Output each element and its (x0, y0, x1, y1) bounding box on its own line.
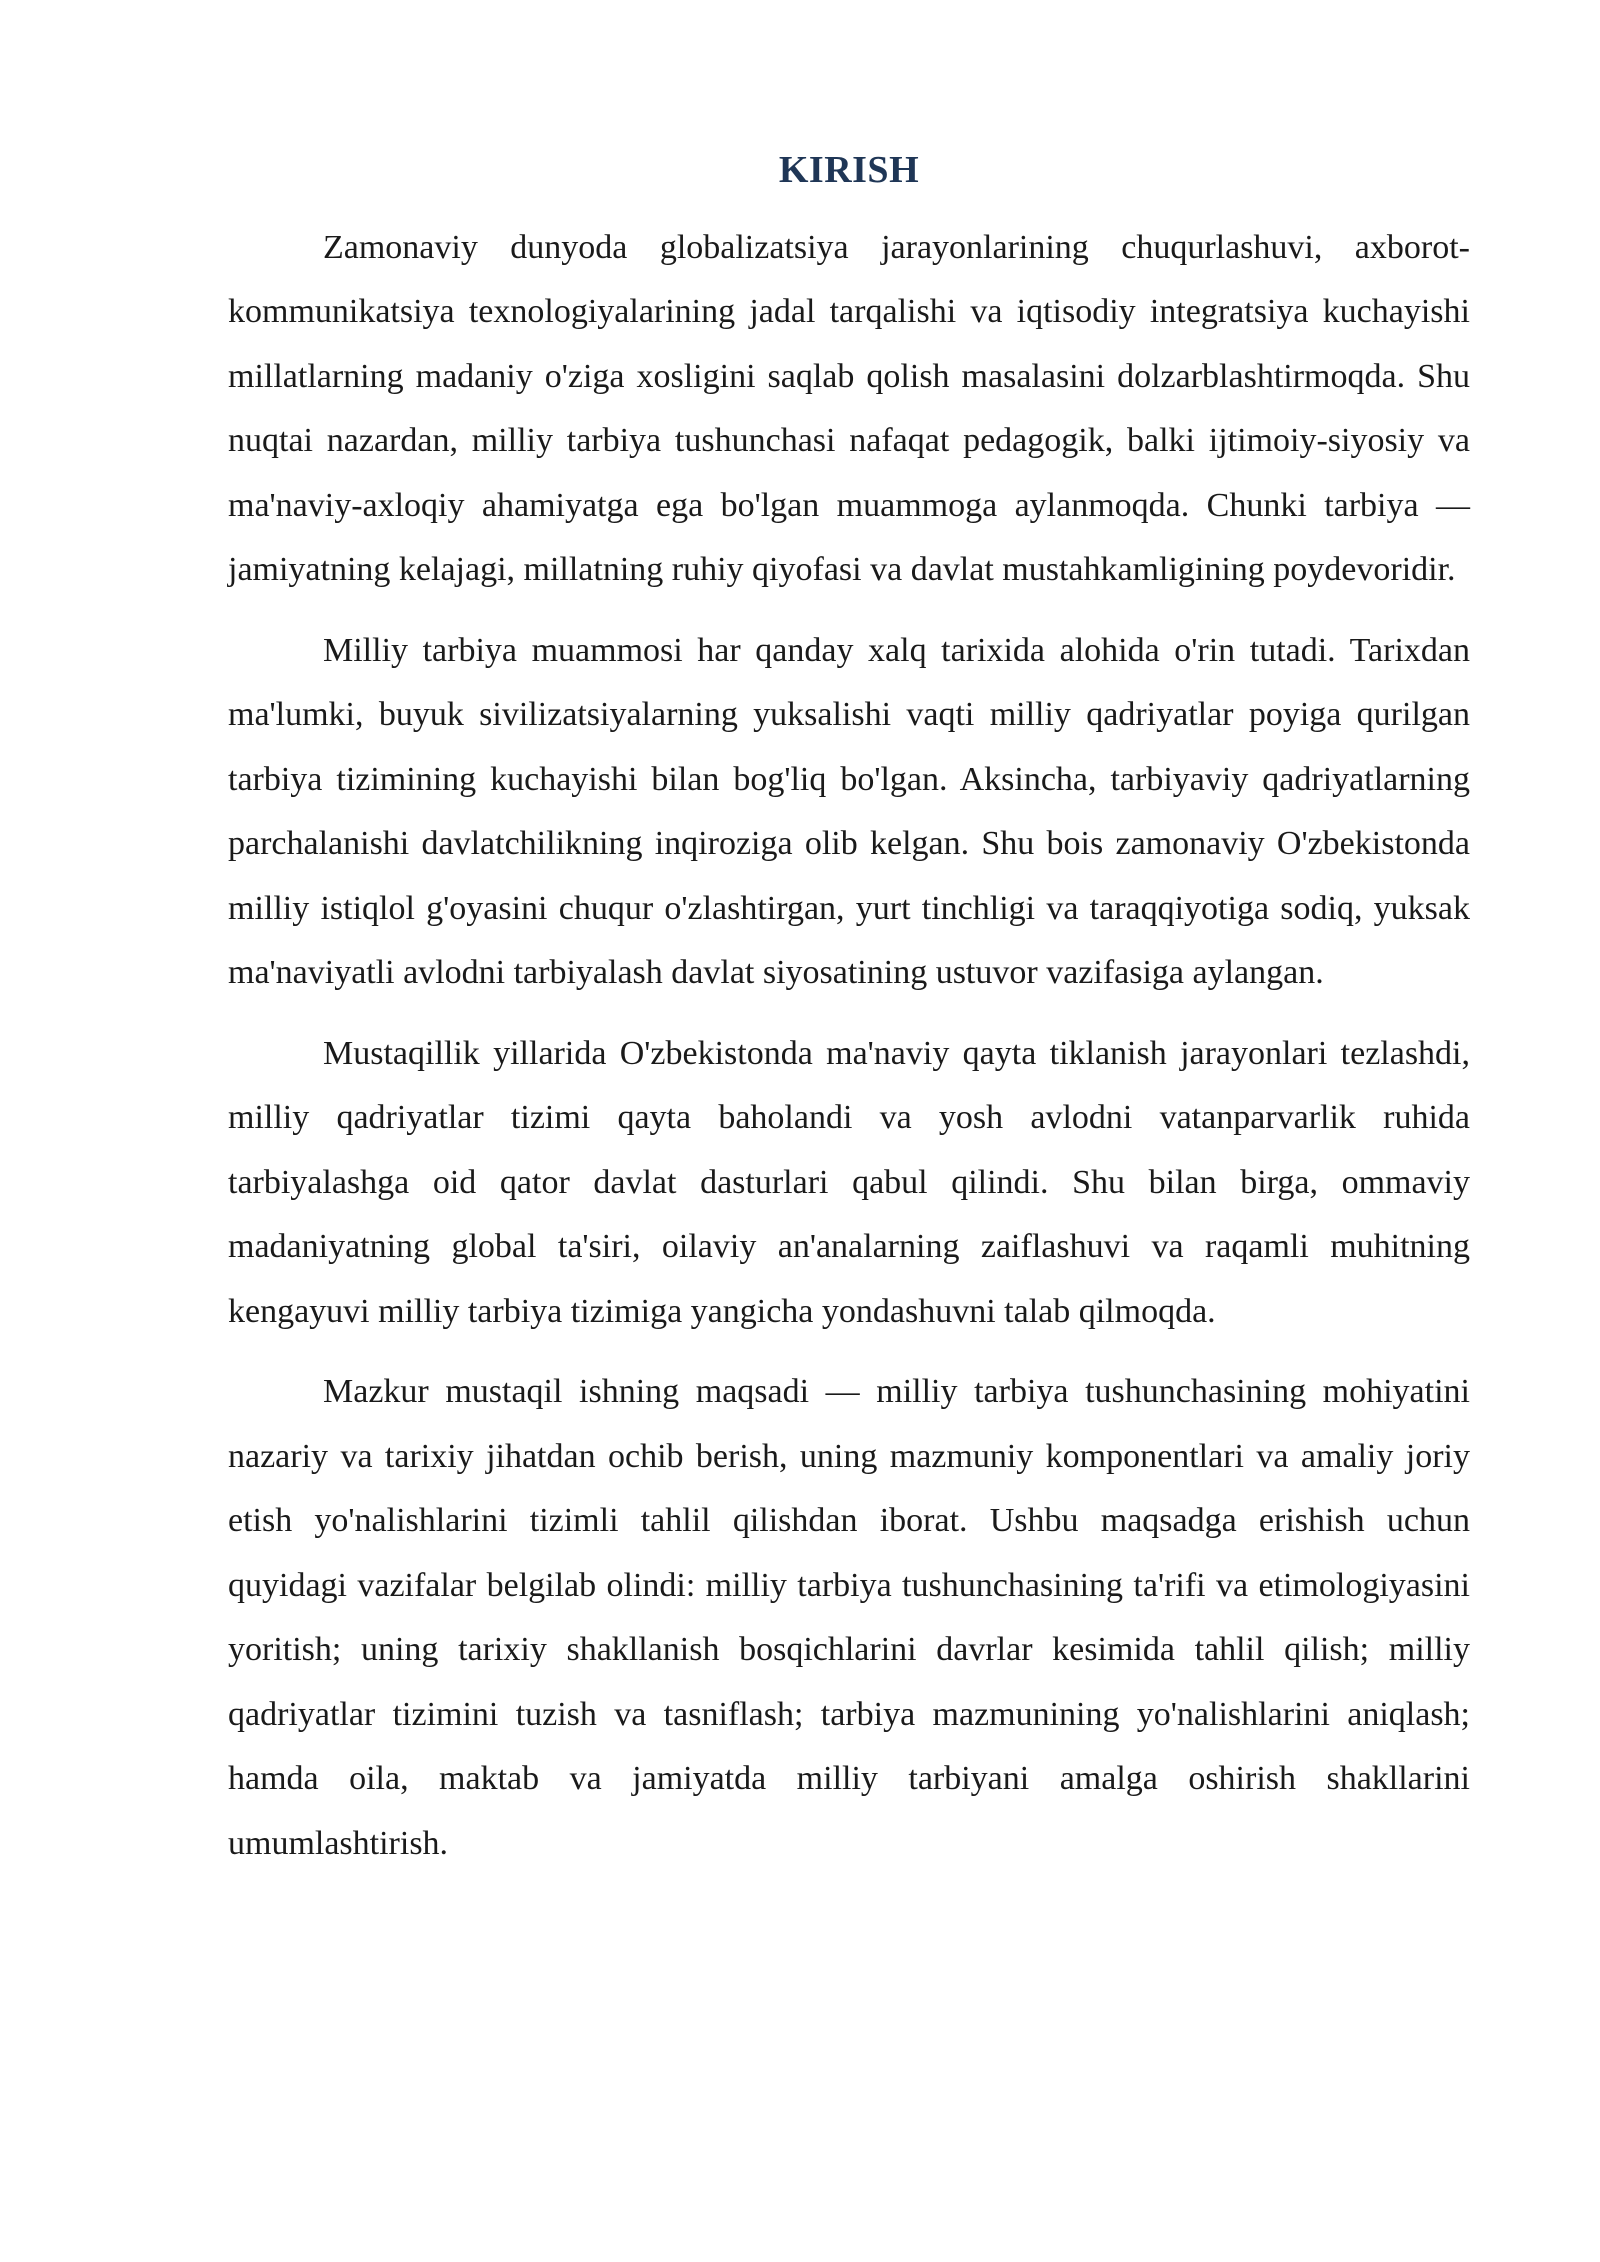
paragraph-2: Milliy tarbiya muammosi har qanday xalq tarixida alohida o'rin tutadi. Tarixdan ma'lumki, buyuk sivilizatsiyalarning yuksalishi vaqti milliy qadriyatlar poyiga qurilgan tarbiya tizimining kuchayishi bilan bog'liq bo'lgan. Aksincha, tarbiyaviy qadriyatlarning parchalanishi davlatchilikning inqiroziga olib kelgan. Shu bois zamonaviy O'zbekistonda milliy istiqlol g'oyasini chuqur o'zlashtirgan, yurt tinchligi va taraqqiyotiga sodiq, yuksak ma'naviyatli avlodni tarbiyalash davlat siyosatining ustuvor vazifasiga aylangan. (228, 631, 1470, 992)
paragraph-3: Mustaqillik yillarida O'zbekistonda ma'naviy qayta tiklanish jarayonlari tezlashdi, milliy qadriyatlar tizimi qayta baholandi va yosh avlodni vatanparvarlik ruhida tarbiyalashga oid qator davlat dasturlari qabul qilindi. Shu bilan birga, ommaviy madaniyatning global ta'siri, oilaviy an'analarning zaiflashuvi va raqamli muhitning kengayuvi milliy tarbiya tizimiga yangicha yondashuvni talab qilmoqda. (228, 1034, 1470, 1330)
document-body (228, 148, 1470, 1892)
page-title: KIRISH (778, 149, 920, 191)
paragraph-1: Zamonaviy dunyoda globalizatsiya jarayonlarining chuqurlashuvi, axborot-kommunikatsiya texnologiyalarining jadal tarqalishi va iqtisodiy integratsiya kuchayishi millatlarning madaniy o'ziga xosligini saqlab qolish masalasini dolzarblashtirmoqda. Shu nuqtai nazardan, milliy tarbiya tushunchasi nafaqat pedagogik, balki ijtimoiy-siyosiy va ma'naviy-axloqiy ahamiyatga ega bo'lgan muammoga aylanmoqda. Chunki tarbiya — jamiyatning kelajagi, millatning ruhiy qiyofasi va davlat mustahkamligining poydevoridir. (228, 228, 1470, 589)
paragraph-4: Mazkur mustaqil ishning maqsadi — milliy tarbiya tushunchasining mohiyatini nazariy va tarixiy jihatdan ochib berish, uning mazmuniy komponentlari va amaliy joriy etish yo'nalishlarini tizimli tahlil qilishdan iborat. Ushbu maqsadga erishish uchun quyidagi vazifalar belgilab olindi: milliy tarbiya tushunchasining ta'rifi va etimologiyasini yoritish; uning tarixiy shakllanish bosqichlarini davrlar kesimida tahlil qilish; milliy qadriyatlar tizimini tuzish va tasniflash; tarbiya mazmunining yo'nalishlarini aniqlash; hamda oila, maktab va jamiyatda milliy tarbiyani amalga oshirish shakllarini umumlashtirish. (228, 1373, 1470, 1862)
